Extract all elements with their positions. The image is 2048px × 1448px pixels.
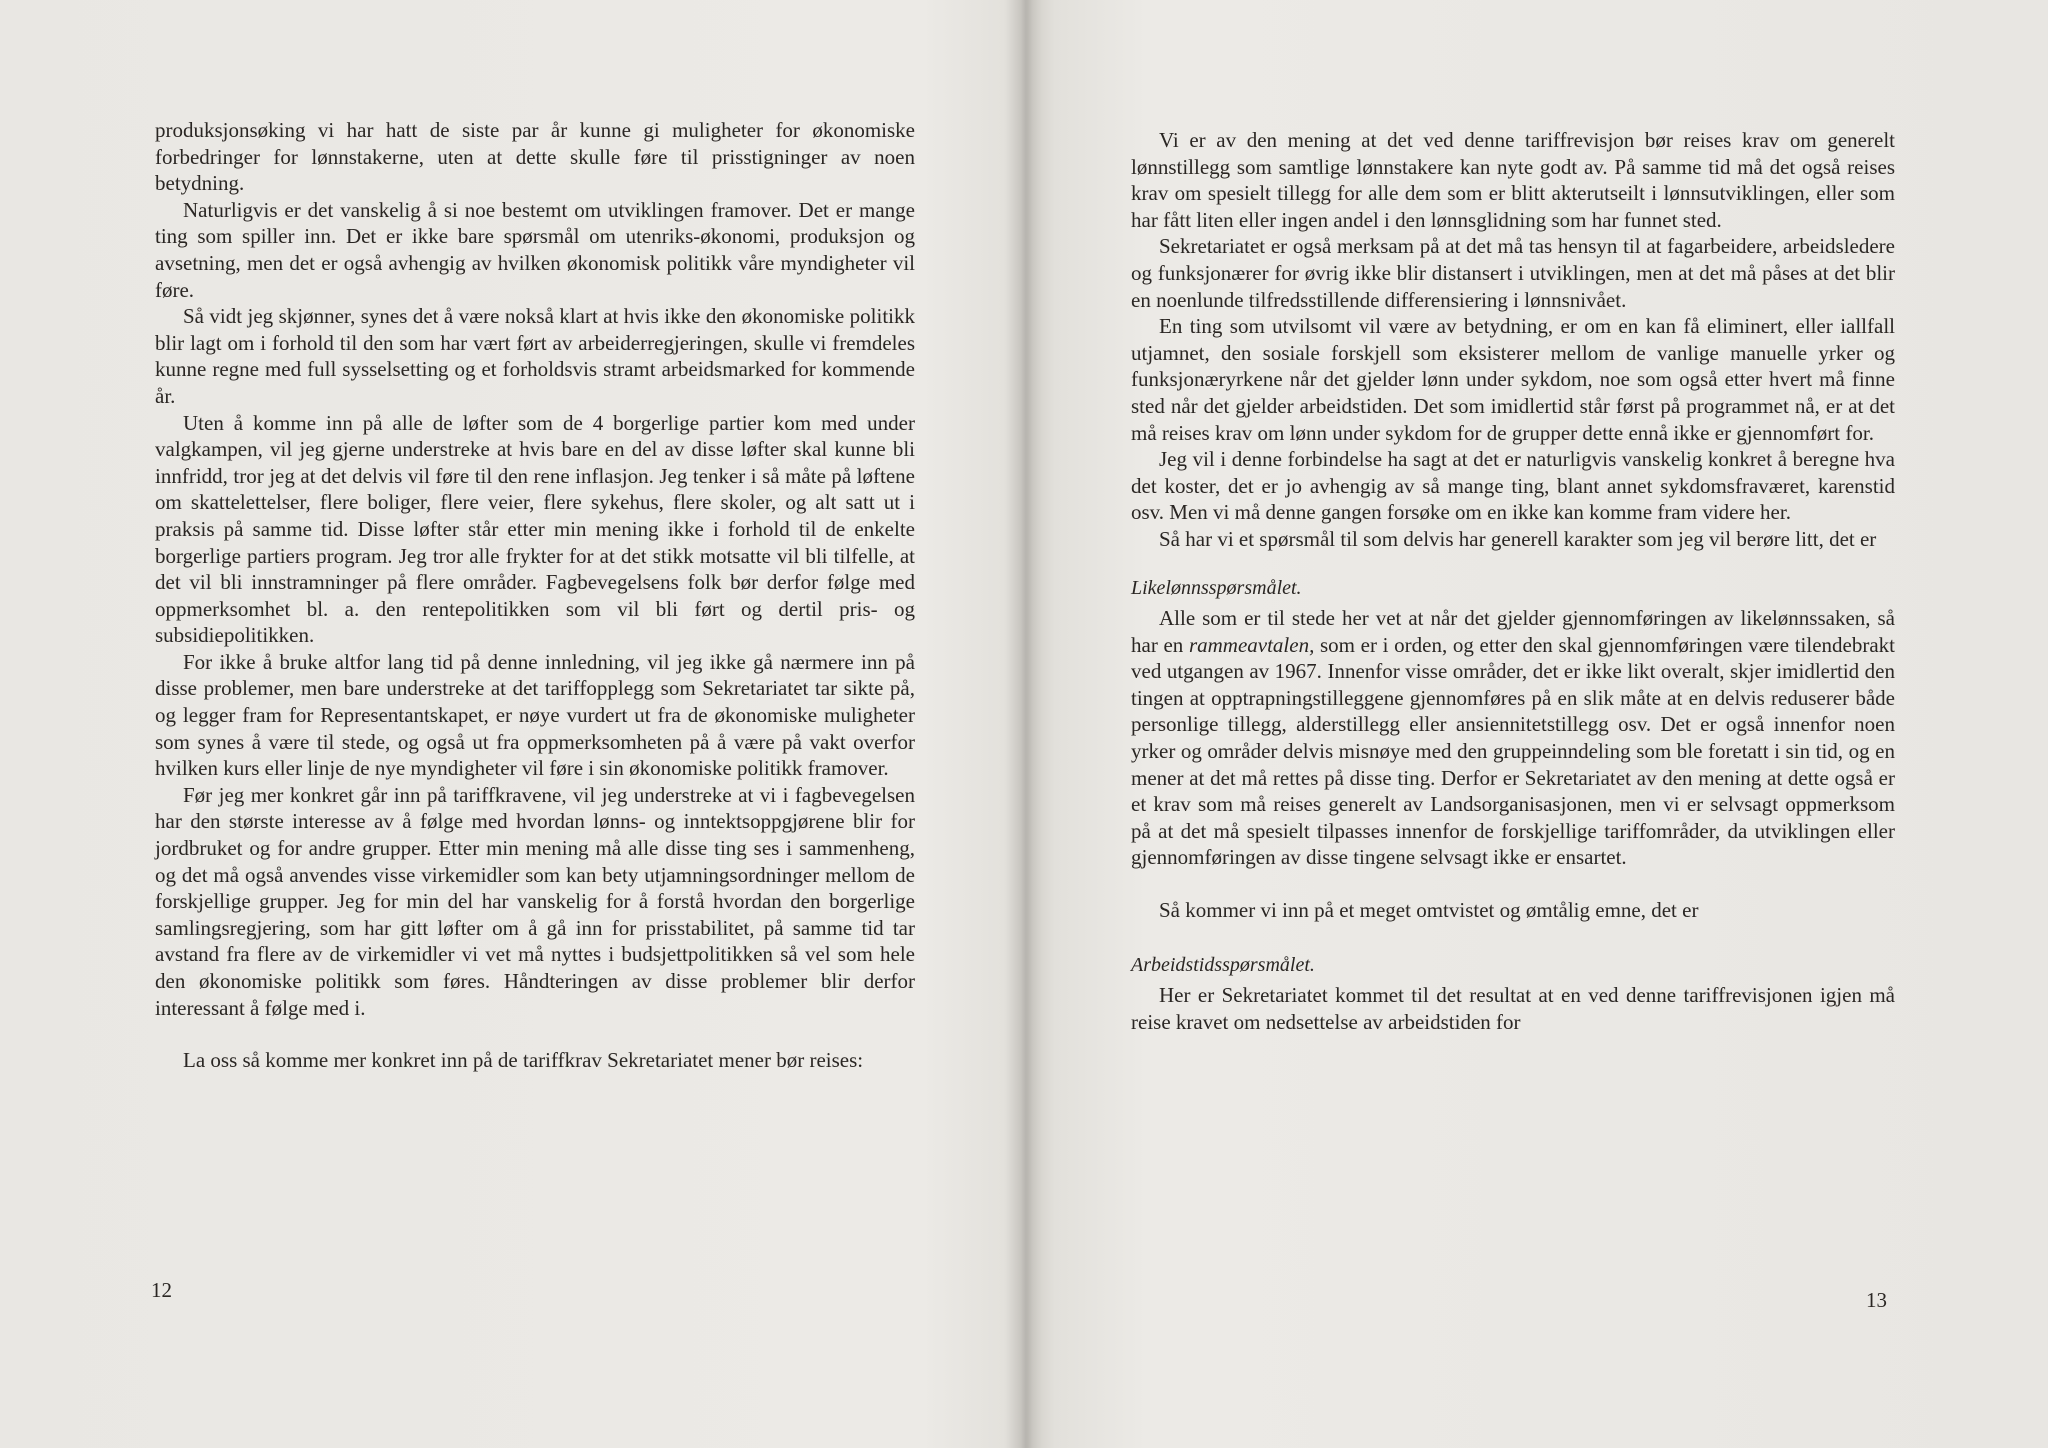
right-page [1028, 0, 2048, 1448]
right-paragraph: Her er Sekretariatet kommet til det resultat at en ved denne tariffrevisjonen igjen må reise kravet om nedsettelse av arbeidstiden for [1131, 983, 1895, 1034]
likelonn-text-rest: som er i orden, og etter den skal gjennomføringen være tilendebrakt ved utgangen av 1967. Innenfor visse områder, det er ikke likt overalt, skjer imidlertid den tingen at opptrapningstilleggene gjennomføres på en slik måte at en delvis reduserer både personlige tillegg, alderstillegg eller ansiennitetstillegg osv. Det er også innenfor noen yrker og områder delvis misnøye med den gruppeinndeling som ble foretatt i sin tid, og en mener at det må rettes på disse ting. Derfor er Sekretariatet av den mening at dette også er et krav som må reises generelt av Landsorganisasjonen, men vi er selvsagt oppmerksom på at det må spesielt tilpasses innenfor de forskjellige tariffområder, da utviklingen eller gjennomføringen av disse tingene selvsagt ikke er ensartet. [1131, 632, 1895, 870]
right-paragraph-likelonn [1131, 605, 1895, 871]
right-paragraph: Jeg vil i denne forbindelse ha sagt at det er naturligvis vanskelig konkret å beregne hva det koster, det er jo avhengig av så mange ting, blant annet sykdomsfraværet, karenstid osv. Men vi må denne gangen forsøke om en ikke kan komme fram videre her. [1131, 447, 1895, 525]
left-page [0, 0, 1018, 1448]
left-paragraph: La oss så komme mer konkret inn på de tariffkrav Sekretariatet mener bør reises: [183, 1048, 864, 1073]
right-paragraph: En ting som utvilsomt vil være av betydning, er om en kan få eliminert, eller iallfall utjamnet, den sosiale forskjell som eksisterer mellom de vanlige manuelle yrker og funksjonæryrkene når det gjelder lønn under sykdom, noe som også etter hvert må finne sted når det gjelder arbeidstiden. Det som imidlertid står først på programmet nå, er at det må reises krav om lønn under sykdom for de grupper dette ennå ikke er gjennomført for. [1131, 314, 1895, 445]
left-page-text [155, 117, 915, 1074]
likelonn-text-start: Alle som er til stede her vet at når det gjelder gjennomføringen av likelønnssaken, så har en [1131, 606, 1895, 657]
left-paragraph: Uten å komme inn på alle de løfter som de 4 borgerlige partier kom med under valgkampen, vil jeg gjerne understreke at hvis bare en del av disse løfter skal kunne bli innfridd, tror jeg at det delvis vil føre til den rene inflasjon. Jeg tenker i så måte på løftene om skattelettelser, flere boliger, flere veier, flere sykehus, flere skoler, og alt satt ut i praksis på samme tid. Disse løfter står etter min mening ikke i forhold til de enkelte borgerlige partiers program. Jeg tror alle frykter for at det stikk motsatte vil bli tilfelle, at det vil bli innstramninger på flere områder. Fagbevegelsens folk bør derfor følge med oppmerksomhet bl. a. den rentepolitikken som vil bli ført og dertil pris- og subsidiepolitikken. [155, 410, 915, 648]
right-paragraph: Vi er av den mening at det ved denne tariffrevisjon bør reises krav om generelt lønnstillegg som samtlige lønnstakere kan nyte godt av. På samme tid må det også reises krav om spesielt tillegg for alle dem som er blitt akterutseilt i lønnsutviklingen, eller som har fått liten eller ingen andel i den lønnsglidning som har funnet sted. [1131, 128, 1895, 232]
right-paragraph: Sekretariatet er også merksam på at det må tas hensyn til at fagarbeidere, arbeidsledere og funksjonærer for øvrig ikke blir distansert i utviklingen, men at det må påses at det blir en noenlunde tilfredsstillende differensiering i lønnsnivået. [1131, 234, 1895, 312]
right-paragraph: Så kommer vi inn på et meget omtvistet og ømtålig emne, det er [1159, 898, 1699, 923]
section-heading-likelonn: Likelønnsspørsmålet. [1131, 576, 1302, 599]
section-heading-arbeidstid: Arbeidstidsspørsmålet. [1131, 953, 1315, 976]
left-paragraph: For ikke å bruke altfor lang tid på denne innledning, vil jeg ikke gå nærmere inn på disse problemer, men bare understreke at det tariffopplegg som Sekretariatet tar sikte på, og legger fram for Representantskapet, er nøye vurdert ut fra de økonomiske muligheter som synes å være til stede, og også ut fra oppmerksomheten på å være på vakt overfor hvilken kurs eller linje de nye myndigheter vil føre i sin økonomiske politikk framover. [155, 649, 915, 781]
left-paragraph: Så vidt jeg skjønner, synes det å være nokså klart at hvis ikke den økonomiske politikk blir lagt om i forhold til den som har vært ført av arbeiderregjeringen, skulle vi fremdeles kunne regne med full sysselsetting og et forholdsvis stramt arbeidsmarked for kommende år. [155, 304, 915, 408]
right-page-text [1131, 127, 1895, 1035]
page-number-right: 13 [1866, 1288, 1887, 1312]
rammeavtalen-italic: rammeavtalen, [1188, 632, 1315, 657]
left-paragraph: Før jeg mer konkret går inn på tariffkravene, vil jeg understreke at vi i fagbevegelsen har den største interesse av å følge med hvordan lønns- og inntektsoppgjørene blir for jordbruket og for andre grupper. Etter min mening må alle disse ting ses i sammenheng, og det må også anvendes visse virkemidler som kan bety utjamningsordninger mellom de forskjellige grupper. Jeg for min del har vanskelig for å forstå hvordan den borgerlige samlingsregjering, som har gitt løfter om å gå inn for prisstabilitet, på samme tid tar avstand fra flere av de virkemidler vi vet må nyttes i budsjettpolitikken så vel som hele den økonomiske politikk som føres. Håndteringen av disse problemer blir derfor interessant å følge med i. [155, 782, 915, 1020]
right-paragraph: Så har vi et spørsmål til som delvis har generell karakter som jeg vil berøre litt, det er [1159, 526, 1877, 551]
page-number-left: 12 [151, 1278, 172, 1302]
left-paragraph: produksjonsøking vi har hatt de siste par år kunne gi muligheter for økonomiske forbedringer for lønnstakerne, uten at dette skulle føre til prisstigninger av noen betydning. [155, 118, 915, 196]
left-paragraph: Naturligvis er det vanskelig å si noe bestemt om utviklingen framover. Det er mange ting som spiller inn. Det er ikke bare spørsmål om utenriks-økonomi, produksjon og avsetning, men det er også avhengig av hvilken økonomisk politikk våre myndigheter vil føre. [155, 197, 915, 302]
